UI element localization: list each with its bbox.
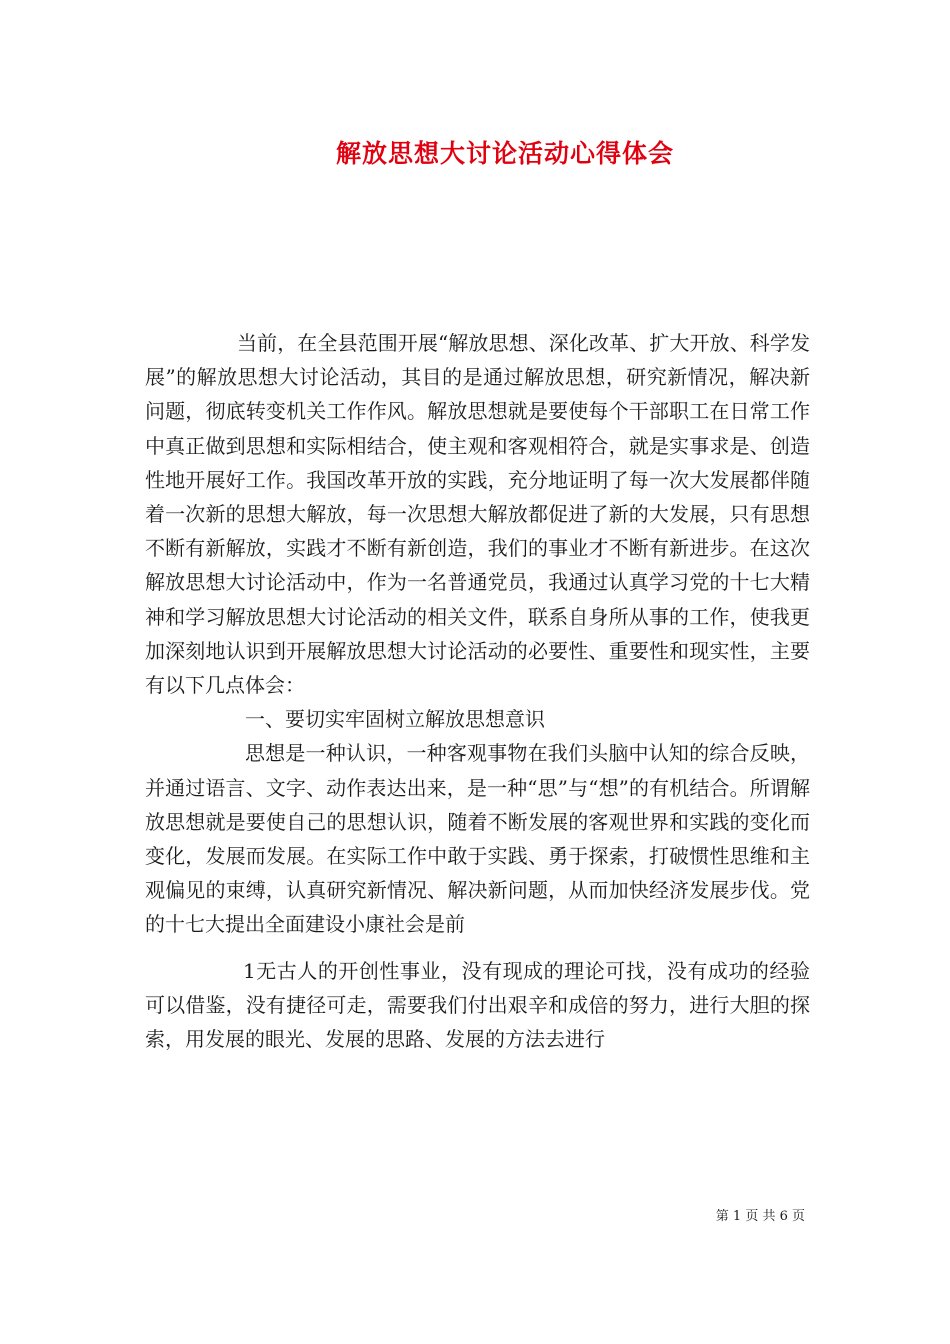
document-body — [145, 326, 810, 1056]
paragraph-section-1: 思想是一种认识，一种客观事物在我们头脑中认知的综合反映，并通过语言、文字、动作表达出来，是一种“思”与“想”的有机结合。所谓解放思想就是要使自己的思想认识，随着不断发展的客观世界和实践的变化而变化，发展而发展。在实际工作中敢于实践、勇于探索，打破惯性思维和主观偏见的束缚，认真研究新情况、解决新问题，从而加快经济发展步伐。党的十七大提出全面建设小康社会是前 — [145, 741, 810, 937]
paragraph-intro: 当前，在全县范围开展“解放思想、深化改革、扩大开放、科学发展”的解放思想大讨论活动，其目的是通过解放思想，研究新情况，解决新问题，彻底转变机关工作作风。解放思想就是要使每个干部职工在日常工作中真正做到思想和实际相结合，使主观和客观相符合，就是实事求是、创造性地开展好工作。我国改革开放的实践，充分地证明了每一次大发展都伴随着一次新的思想大解放，每一次思想大解放都促进了新的大发展，只有思想不断有新解放，实践才不断有新创造，我们的事业才不断有新进步。在这次解放思想大讨论活动中，作为一名普通党员，我通过认真学习党的十七大精神和学习解放思想大讨论活动的相关文件，联系自身所从事的工作，使我更加深刻地认识到开展解放思想大讨论活动的必要性、重要性和现实性，主要有以下几点体会： — [145, 331, 810, 698]
page-number: 第 1 页 共 6 页 — [715, 1209, 805, 1224]
paragraph-continued: 1无古人的开创性事业，没有现成的理论可找，没有成功的经验可以借鉴，没有捷径可走，需要我们付出艰辛和成倍的努力，进行大胆的探索，用发展的眼光、发展的思路、发展的方法去进行 — [145, 958, 810, 1052]
section-heading-1: 一、要切实牢固树立解放思想意识 — [245, 707, 545, 732]
document-title: 解放思想大讨论活动心得体会 — [335, 139, 674, 168]
